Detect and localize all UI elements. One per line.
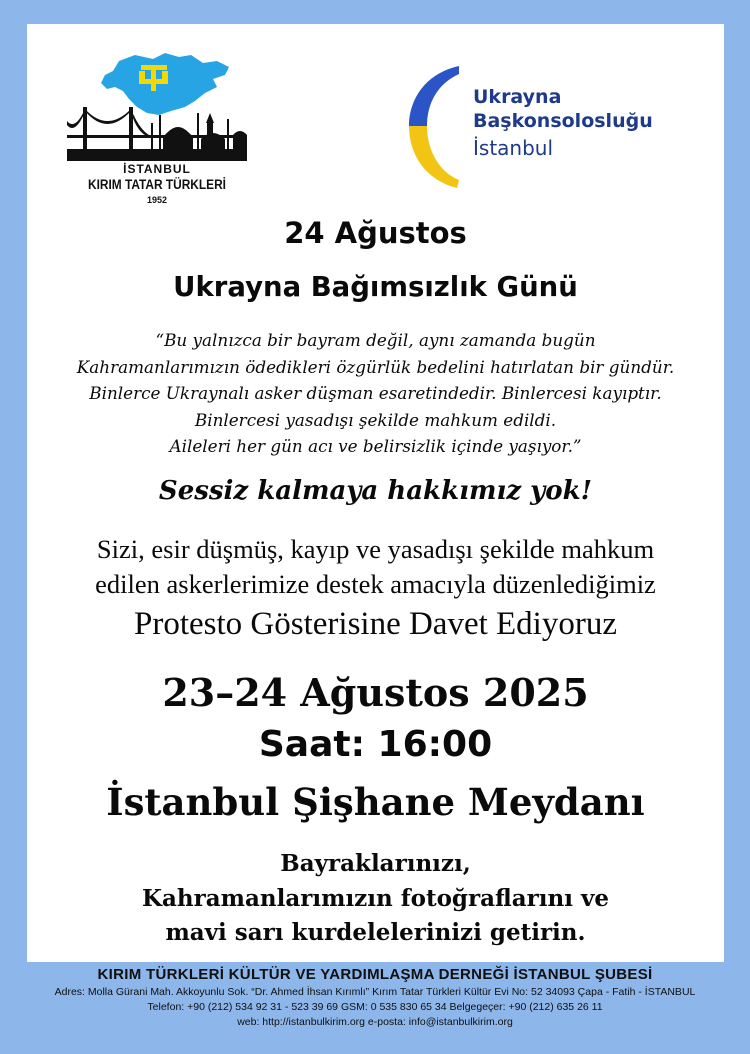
footer-web: web: http://istanbulkirim.org e-posta: info@istanbulkirim.org [237, 1016, 513, 1028]
crimea-map-tamga-skyline-icon [67, 49, 247, 161]
bring-line: Bayraklarınızı, [280, 850, 471, 877]
consulate-country: Ukrayna [473, 86, 562, 108]
event-time: Saat: 16:00 [258, 724, 493, 765]
crimean-tatar-logo [67, 49, 247, 234]
bring-line: mavi sarı kurdelelerinizi getirin. [165, 919, 586, 946]
invite-line: edilen askerlerimize destek amacıyla düzenlediğimiz [95, 569, 656, 599]
quote-line: Aileleri her gün acı ve belirsizlik içinde yaşıyor.” [169, 436, 582, 456]
event-date: 23–24 Ağustos 2025 [162, 670, 589, 715]
footer-address: Adres: Molla Gürani Mah. Akkoyunlu Sok. “Dr. Ahmed İhsan Kırımlı” Kırım Tatar Türkleri Kültür Evi No: 52 34093 Çapa - Fatih - İSTANBUL [54, 986, 696, 998]
poster-card [27, 24, 724, 962]
quote-line: Binlercesi yasadışı şekilde mahkum edildi. [194, 409, 557, 430]
consulate-name: Başkonsolosluğu [473, 110, 653, 132]
blue-yellow-crescent-icon [401, 62, 473, 192]
footer-org: KIRIM TÜRKLERİ KÜLTÜR VE YARDIMLAŞMA DERNEĞİ İSTANBUL ŞUBESİ [97, 966, 653, 983]
logo-org-text: KIRIM TATAR TÜRKLERİ [88, 177, 226, 192]
invite-line: Sizi, esir düşmüş, kayıp ve yasadışı şekilde mahkum [96, 534, 655, 564]
quote-line: “Bu yalnızca bir bayram değil, aynı zamanda bugün [155, 330, 596, 350]
ukraine-consulate-logo [401, 62, 701, 192]
consulate-city: İstanbul [473, 136, 554, 160]
heading-title: Ukrayna Bağımsızlık Günü [173, 271, 578, 303]
slogan: Sessiz kalmaya hakkımız yok! [158, 476, 593, 506]
bring-items [27, 847, 724, 951]
logo-city-text: İSTANBUL [123, 162, 191, 176]
footer [0, 966, 750, 1030]
quote-line: Kahramanlarımızın ödedikleri özgürlük bedelini hatırlatan bir gündür. [76, 356, 675, 377]
logo-year-text: 1952 [146, 195, 168, 205]
invite-text [27, 532, 724, 602]
bring-line: Kahramanlarımızın fotoğraflarını ve [142, 884, 609, 912]
protest-invitation: Protesto Gösterisine Davet Ediyoruz [134, 606, 617, 642]
event-place: İstanbul Şişhane Meydanı [106, 780, 645, 824]
quote-line: Binlerce Ukraynalı asker düşman esaretindedir. Binlercesi kayıptır. [89, 383, 662, 403]
heading-date: 24 Ağustos [284, 216, 467, 250]
footer-phones: Telefon: +90 (212) 534 92 31 - 523 39 69 GSM: 0 535 830 65 34 Belgegeçer: +90 (212) 635 26 11 [147, 1001, 603, 1013]
quote-block [27, 327, 724, 460]
